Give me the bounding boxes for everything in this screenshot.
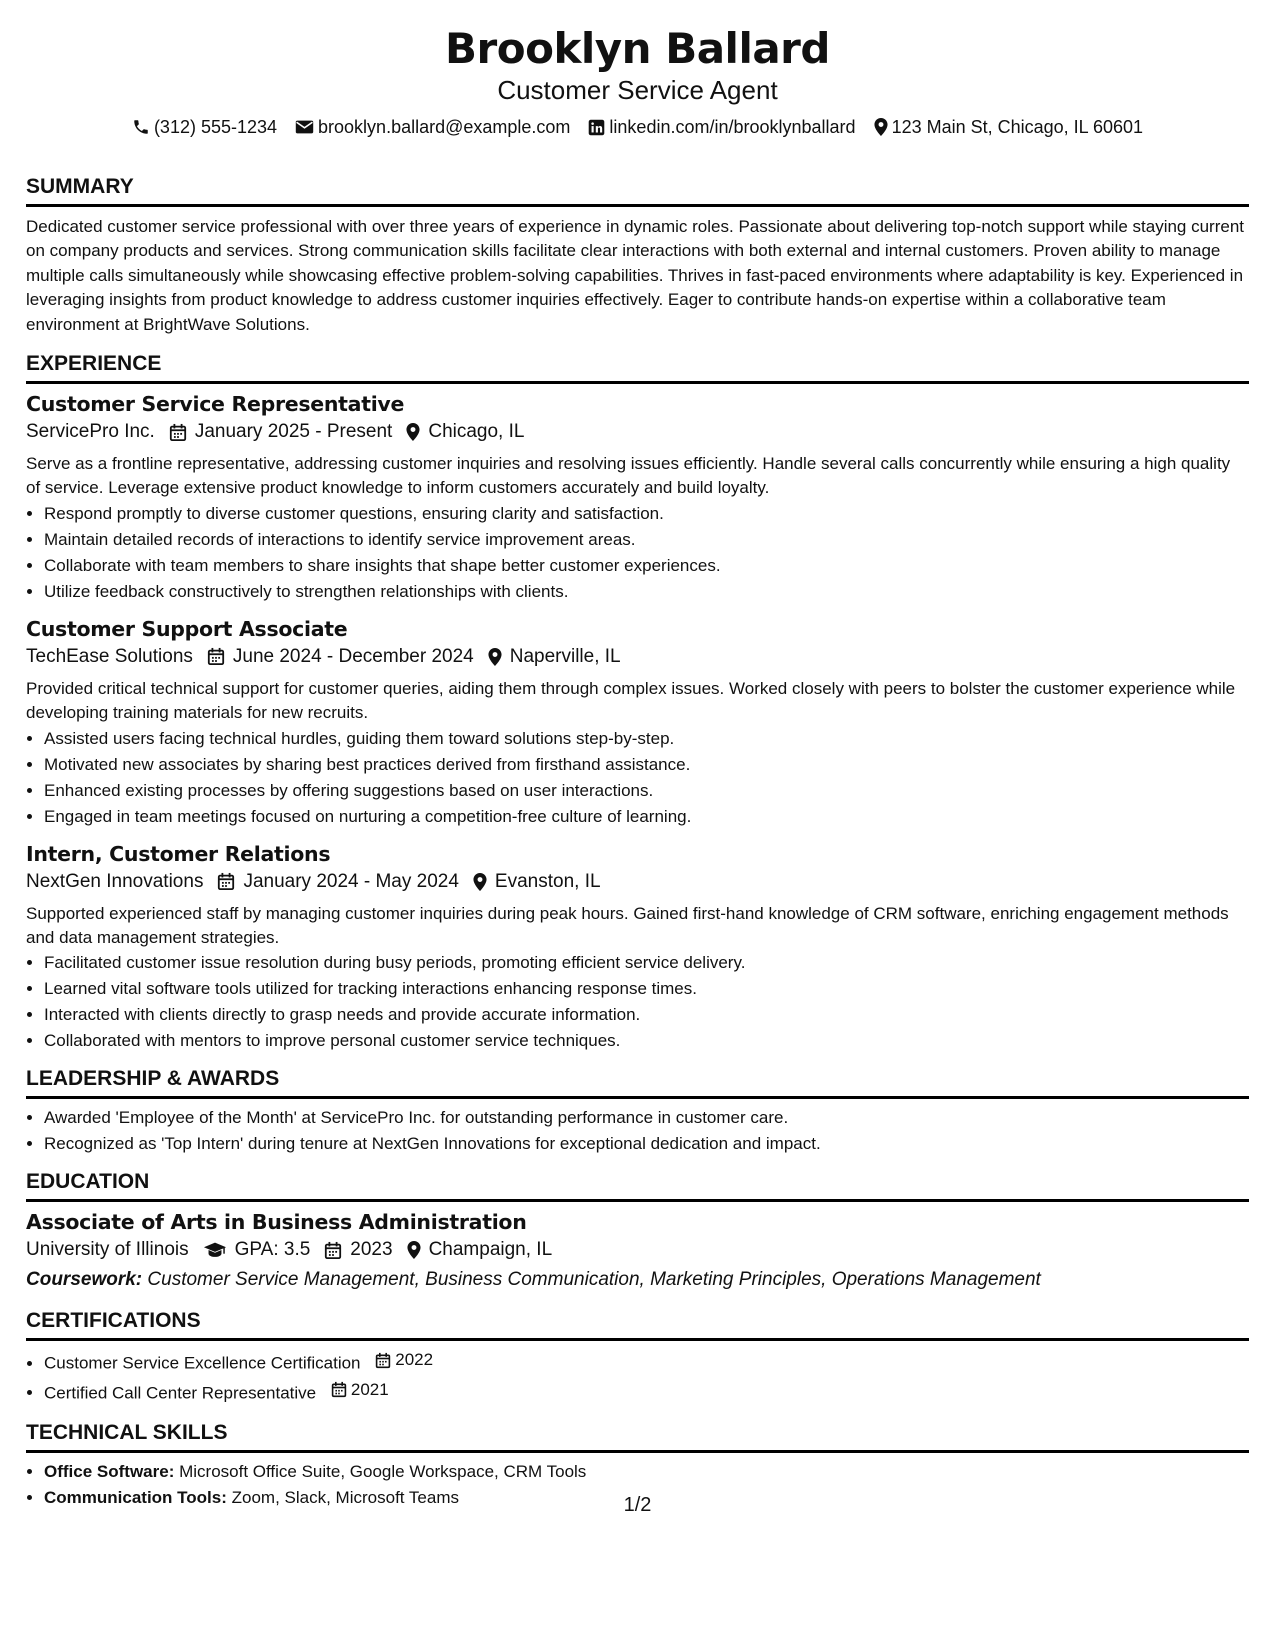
list-item <box>44 1377 1249 1407</box>
list-item: • Facilitated customer issue resolution during busy periods, promoting efficient service delivery. <box>44 950 1249 976</box>
awards-list <box>26 1105 1249 1157</box>
list-item: • Assisted users facing technical hurdles, guiding them toward solutions step-by-step. <box>44 726 1249 752</box>
list-item: • Maintain detailed records of interactions to identify service improvement areas. <box>44 527 1249 553</box>
map-pin-icon <box>874 118 888 136</box>
contact-linkedin[interactable] <box>588 114 855 140</box>
job-description: Provided critical technical support for customer queries, aiding them through complex issues. Worked closely with peers to bolster the customer experience while developing training materials for new recruits. <box>26 678 1236 723</box>
list-item: • Engaged in team meetings focused on nurturing a competition-free culture of learning. <box>44 804 1249 830</box>
job-entry <box>26 390 1249 605</box>
job-dates: June 2024 - December 2024 <box>232 645 474 667</box>
list-item: • Learned vital software tools utilized for tracking interactions enhancing response times. <box>44 976 1249 1002</box>
job-location: Chicago, IL <box>428 421 525 443</box>
company-name: ServicePro Inc. <box>26 421 155 443</box>
job-location: Naperville, IL <box>509 645 621 667</box>
job-bullets <box>26 950 1249 1054</box>
certification-year: 2022 <box>395 1350 434 1370</box>
contact-email[interactable] <box>295 114 570 140</box>
job-title: Intern, Customer Relations <box>26 841 331 866</box>
candidate-name: Brooklyn Ballard <box>445 24 830 73</box>
address-text: 123 Main St, Chicago, IL 60601 <box>891 117 1144 137</box>
graduation-year: 2023 <box>350 1239 393 1261</box>
job-dates: January 2024 - May 2024 <box>243 870 459 892</box>
list-item: • Awarded 'Employee of the Month' at ServicePro Inc. for outstanding performance in customer care. <box>44 1105 1249 1131</box>
experience-section <box>26 337 1249 1054</box>
map-pin-icon <box>488 648 502 666</box>
calendar-icon <box>331 1381 347 1398</box>
contact-phone[interactable] <box>132 114 277 140</box>
list-item: • Respond promptly to diverse customer questions, ensuring clarity and satisfaction. <box>44 501 1249 527</box>
list-item: • Enhanced existing processes by offering suggestions based on user interactions. <box>44 778 1249 804</box>
job-entry <box>26 840 1249 1055</box>
job-entry <box>26 615 1249 830</box>
skill-value: Zoom, Slack, Microsoft Teams <box>231 1488 459 1508</box>
phone-icon <box>132 118 150 136</box>
section-heading: TECHNICAL SKILLS <box>26 1406 1249 1453</box>
section-heading: EDUCATION <box>26 1157 1249 1202</box>
job-bullets <box>26 501 1249 605</box>
school-name: University of Illinois <box>26 1239 189 1261</box>
list-item: • Collaborated with mentors to improve personal customer service techniques. <box>44 1028 1249 1054</box>
company-name: TechEase Solutions <box>26 645 193 667</box>
map-pin-icon <box>406 423 420 441</box>
skill-value: Microsoft Office Suite, Google Workspace, CRM Tools <box>179 1462 587 1482</box>
skill-label: Office Software: <box>44 1462 175 1482</box>
section-heading: LEADERSHIP & AWARDS <box>26 1054 1249 1099</box>
job-meta <box>26 418 1249 446</box>
list-item <box>44 1459 1249 1485</box>
list-item: • Utilize feedback constructively to strengthen relationships with clients. <box>44 579 1249 605</box>
map-pin-icon <box>407 1241 421 1259</box>
section-heading: CERTIFICATIONS <box>26 1294 1249 1341</box>
list-item: • Recognized as 'Top Intern' during tenure at NextGen Innovations for exceptional dedication and impact. <box>44 1131 1249 1157</box>
certification-name: Certified Call Center Representative <box>44 1383 317 1403</box>
job-description: Supported experienced staff by managing customer inquiries during peak hours. Gained first-hand knowledge of CRM software, enriching engagement methods and data management strategies. <box>26 903 1229 948</box>
summary-text: Dedicated customer service professional with over three years of experience in dynamic roles. Passionate about delivering top-notch support while staying current on company products and services. Strong communication skills facilitate clear interactions with both external and internal customers. Proven ability to manage multiple calls simultaneously while showcasing effective problem-solving capabilities. Thrives in fast-paced environments where adaptability is key. Experienced in leveraging insights from product knowledge to address customer inquiries effectively. Eager to contribute hands-on expertise within a collaborative team environment at BrightWave Solutions. <box>26 217 1245 334</box>
list-item: • Interacted with clients directly to grasp needs and provide accurate information. <box>44 1002 1249 1028</box>
linkedin-icon <box>588 119 605 136</box>
education-meta <box>26 1236 1249 1264</box>
job-meta <box>26 868 1249 896</box>
email-text: brooklyn.ballard@example.com <box>318 117 571 137</box>
job-title: Customer Support Associate <box>26 616 348 641</box>
job-location: Evanston, IL <box>494 870 601 892</box>
list-item <box>44 1347 1249 1377</box>
job-title: Customer Service Representative <box>26 392 405 417</box>
summary-section <box>26 154 1249 337</box>
section-heading: SUMMARY <box>26 154 1249 207</box>
certification-date <box>375 1347 433 1373</box>
certifications-section <box>26 1294 1249 1406</box>
degree-title: Associate of Arts in Business Administration <box>26 1210 527 1235</box>
job-bullets <box>26 726 1249 830</box>
job-description: Serve as a frontline representative, addressing customer inquiries and resolving issues efficiently. Handle several calls concurrently while ensuring a high quality of service. Leverage extensive product knowledge to inform customers accurately and build loyalty. <box>26 454 1231 498</box>
map-pin-icon <box>473 873 487 891</box>
certification-name: Customer Service Excellence Certification <box>44 1353 361 1373</box>
job-dates: January 2025 - Present <box>194 421 393 443</box>
coursework-line <box>26 1266 1249 1294</box>
calendar-icon <box>217 872 235 891</box>
certification-date <box>331 1377 389 1403</box>
calendar-icon <box>169 423 187 442</box>
calendar-icon <box>207 647 225 666</box>
certification-year: 2021 <box>350 1379 389 1399</box>
envelope-icon <box>295 119 314 135</box>
school-location: Champaign, IL <box>428 1239 553 1261</box>
awards-section <box>26 1054 1249 1157</box>
coursework-label: Coursework: <box>26 1269 143 1291</box>
contact-bar <box>26 114 1249 140</box>
company-name: NextGen Innovations <box>26 870 204 892</box>
list-item: • Motivated new associates by sharing best practices derived from firsthand assistance. <box>44 752 1249 778</box>
gpa-text: GPA: 3.5 <box>234 1239 311 1261</box>
calendar-icon <box>324 1241 342 1260</box>
resume-header <box>26 24 1249 140</box>
education-section <box>26 1157 1249 1294</box>
linkedin-text: linkedin.com/in/brooklynballard <box>609 117 856 137</box>
coursework-text: Customer Service Management, Business Communication, Marketing Principles, Operations Management <box>147 1269 1041 1291</box>
list-item: • Collaborate with team members to share insights that shape better customer experiences. <box>44 553 1249 579</box>
certifications-list <box>26 1347 1249 1406</box>
section-heading: EXPERIENCE <box>26 337 1249 384</box>
page-number: 1/2 <box>623 1494 652 1516</box>
job-target-title: Customer Service Agent <box>497 75 778 105</box>
calendar-icon <box>375 1352 391 1369</box>
graduation-cap-icon <box>203 1241 227 1259</box>
job-meta <box>26 643 1249 671</box>
phone-text: (312) 555-1234 <box>153 117 278 137</box>
contact-address <box>874 114 1144 140</box>
skill-label: Communication Tools: <box>44 1488 227 1508</box>
